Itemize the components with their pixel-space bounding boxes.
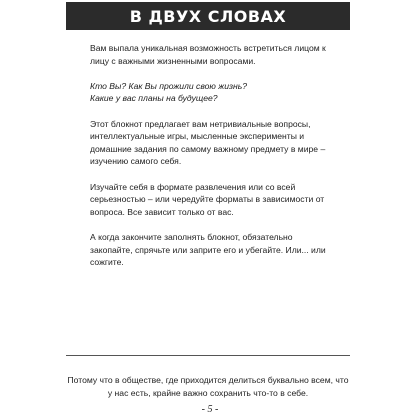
footer-divider [66,355,350,356]
notebook-description-paragraph: Этот блокнот предлагает вам нетривиальные вопросы, интеллектуальные игры, мысленные эксперименты и домашние задания по самому важному предмету в мире – изучению самого себя. [90,118,326,167]
section-title: В ДВУХ СЛОВАХ [129,6,287,26]
question-line-1: Кто Вы? Как Вы прожили свою жизнь? [90,80,247,91]
intro-paragraph: Вам выпала уникальная возможность встретиться лицом к лицу с важными жизненными вопросами. [90,43,326,66]
page-number: - 5 - [201,404,219,415]
closing-paragraph: А когда закончите заполнять блокнот, обязательно закопайте, спрячьте или заприте его и убегайте. Или... или сожгите. [90,231,326,268]
footnote-text: Потому что в обществе, где приходится делиться буквально всем, что у нас есть, крайне важно сохранить что-то в себе. [67,375,349,398]
questions-block [90,80,335,105]
body-text [90,42,335,281]
format-paragraph: Изучайте себя в формате развлечения или со всей серьезностью – или чередуйте форматы в зависимости от вопроса. Все зависит только от вас. [90,181,325,217]
section-header [66,2,350,30]
question-line-2: Какие у вас планы на будущее? [90,93,218,104]
